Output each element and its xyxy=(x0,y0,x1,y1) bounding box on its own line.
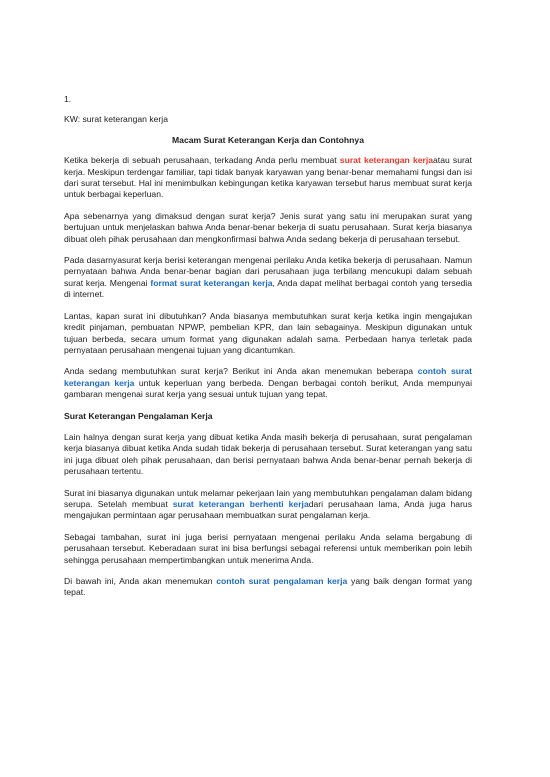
keyword-link-surat-keterangan-kerja[interactable]: surat keterangan kerja xyxy=(339,155,434,166)
keyword-line: KW: surat keterangan kerja xyxy=(64,114,168,125)
paragraph-2: Apa sebenarnya yang dimaksud dengan surat kerja? Jenis surat yang satu ini merupakan surat yang bertujuan untuk menjelaskan bahwa Anda benar-benar bekerja di suatu perusahaan. Surat kerja biasanya dibuat oleh pihak perusahaan dan mengkonfirmasi bahwa Anda sedang bekerja di perusahaan tersebut. xyxy=(64,210,472,244)
list-number: 1. xyxy=(64,94,72,104)
section-heading: Surat Keterangan Pengalaman Kerja xyxy=(64,410,213,421)
paragraph-8: Sebagai tambahan, surat ini juga berisi pernyataan mengenai perilaku Anda selama bergabung di perusahaan tersebut. Keberadaan surat ini bisa berfungsi sebagai referensi untuk memberikan poin lebih sehingga perusahaan mempertimbangkan untuk menerima Anda. xyxy=(64,531,472,565)
paragraph-4: Lantas, kapan surat ini dibutuhkan? Anda biasanya membutuhkan surat kerja ketika ingin mengajukan kredit pinjaman, pembuatan NPWP, pembelian KPR, dan lain sebagainya. Meskipun digunakan untuk tujuan berbeda, secara umum format yang digunakan adalah sama. Perbedaan hanya terletak pada pernyataan perusahaan mengenai tujuan yang dicantumkan. xyxy=(64,310,472,355)
paragraph-9: Di bawah ini, Anda akan menemukan contoh surat pengalaman kerja yang baik dengan format yang tepat. xyxy=(64,576,473,598)
paragraph-3: Pada dasarnyasurat kerja berisi keterangan mengenai perilaku Anda ketika bekerja di perusahaan. Namun pernyataan bahwa Anda benar-benar bagian dari perusahaan juga terbilang mencukupi dalam sebuah surat kerja. Mengenai format surat keterangan kerja, Anda dapat melihat berbagai contoh yang tersedia di internet. xyxy=(64,255,472,300)
keyword-link-contoh-surat[interactable]: contoh surat keterangan kerja xyxy=(64,366,473,388)
keyword-link-berhenti-kerja[interactable]: surat keterangan berhenti kerja xyxy=(172,498,309,509)
document-title: Macam Surat Keterangan Kerja dan Contohnya xyxy=(172,134,364,145)
paragraph-5: Anda sedang membutuhkan surat kerja? Berikut ini Anda akan menemukan beberapa contoh surat keterangan kerja untuk keperluan yang berbeda. Dengan berbagai contoh berikut, Anda mempunyai gambaran mengenai surat kerja yang sesuai untuk tujuan yang tepat. xyxy=(64,366,473,400)
keyword-link-format-surat[interactable]: format surat keterangan kerja xyxy=(150,277,273,288)
paragraph-6: Lain halnya dengan surat kerja yang dibuat ketika Anda masih bekerja di perusahaan, surat pengalaman kerja biasanya dibuat ketika Anda sudah tidak bekerja di perusahaan tersebut. Surat keterangan yang satu ini juga dibuat oleh pihak perusahaan, dan berisi pernyataan bahwa Anda benar-benar pernah bekerja di perusahaan tertentu. xyxy=(64,431,472,477)
paragraph-7: Surat ini biasanya digunakan untuk melamar pekerjaan lain yang membutuhkan pengalaman dalam bidang serupa. Setelah membuat surat keterangan berhenti kerjadari perusahaan lama, Anda juga harus mengajukan permintaan agar perusahaan membuatkan surat pengalaman kerja. xyxy=(64,487,473,521)
keyword-link-pengalaman-kerja[interactable]: contoh surat pengalaman kerja xyxy=(216,576,348,586)
paragraph-1: Ketika bekerja di sebuah perusahaan, terkadang Anda perlu membuat surat keterangan kerjaatau surat kerja. Meskipun terdengar familiar, tapi tidak banyak karyawan yang benar-benar memahami fungsi dan isi dari surat tersebut. Hal ini menimbulkan kebingungan ketika karyawan tersebut harus membuat surat kerja untuk berbagai keperluan. xyxy=(64,155,473,200)
